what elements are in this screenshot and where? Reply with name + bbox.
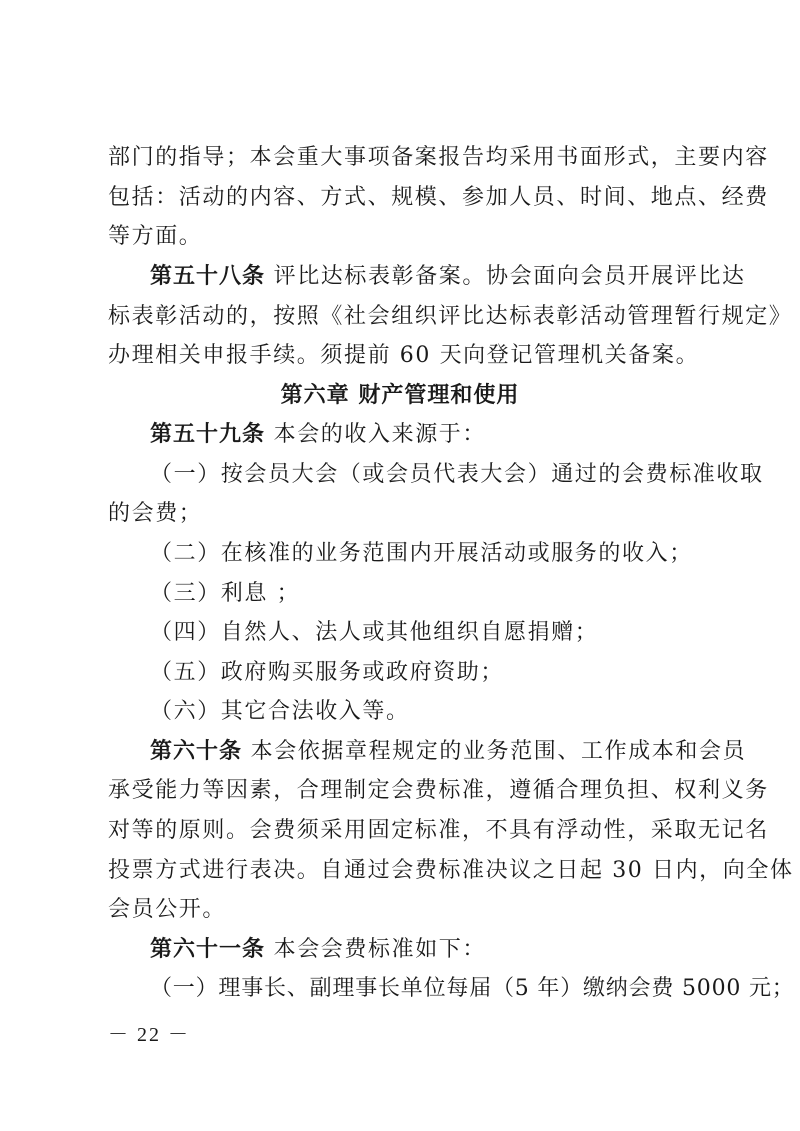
article-58-first-line — [150, 262, 750, 292]
paragraph-line: 承受能力等因素，合理制定会费标准，遵循合理负担、权利义务 — [108, 778, 769, 803]
list-item: （六）其它合法收入等。 — [150, 699, 410, 724]
paragraph-line: 等方面。 — [108, 224, 203, 249]
article-58-heading: 第五十八条 — [150, 264, 266, 289]
article-60-text: 本会依据章程规定的业务范围、工作成本和会员 — [250, 739, 747, 764]
list-item: （一）理事长、副理事长单位每届（5 年）缴纳会费 5000 元； — [150, 976, 795, 1001]
article-59-text: 本会的收入来源于： — [273, 422, 487, 447]
paragraph-line: 投票方式进行表决。自通过会费标准决议之日起 30 日内，向全体 — [108, 858, 794, 883]
article-60-first-line — [150, 737, 750, 767]
article-61-text: 本会会费标准如下： — [273, 937, 487, 962]
page-number: － 22 － — [108, 1024, 190, 1046]
list-item: （一）按会员大会（或会员代表大会）通过的会费标准收取 — [150, 462, 764, 487]
paragraph-line: 部门的指导；本会重大事项备案报告均采用书面形式，主要内容 — [108, 145, 769, 170]
paragraph-line: 标表彰活动的，按照《社会组织评比达标表彰活动管理暂行规定》 — [108, 304, 793, 329]
list-item-continuation: 的会费； — [108, 501, 203, 526]
list-item: （三）利息 ； — [150, 581, 301, 606]
article-58-text: 评比达标表彰备案。协会面向会员开展评比达 — [273, 264, 746, 289]
paragraph-line: 对等的原则。会费须采用固定标准，不具有浮动性，采取无记名 — [108, 818, 769, 843]
list-item: （二）在核准的业务范围内开展活动或服务的收入； — [150, 541, 693, 566]
article-59-heading: 第五十九条 — [150, 422, 266, 447]
paragraph-line: 包括：活动的内容、方式、规模、参加人员、时间、地点、经费 — [108, 185, 769, 210]
list-item: （五）政府购买服务或政府资助； — [150, 660, 505, 685]
article-61-heading: 第六十一条 — [150, 937, 266, 962]
chapter-title: 第六章 财产管理和使用 — [280, 383, 520, 408]
list-item: （四）自然人、法人或其他组织自愿捐赠； — [150, 620, 599, 645]
article-60-heading: 第六十条 — [150, 739, 243, 764]
article-59-first-line — [150, 420, 750, 450]
paragraph-line: 会员公开。 — [108, 897, 227, 922]
article-61-first-line — [150, 935, 750, 965]
paragraph-line: 办理相关申报手续。须提前 60 天向登记管理机关备案。 — [108, 343, 700, 368]
